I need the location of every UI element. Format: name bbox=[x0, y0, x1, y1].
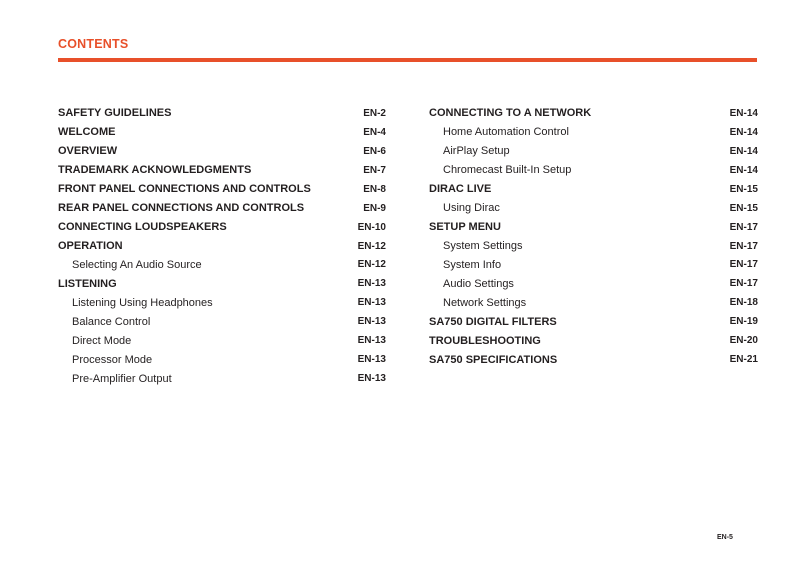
toc-entry-label: Pre-Amplifier Output bbox=[72, 372, 172, 385]
toc-subentry[interactable] bbox=[429, 161, 758, 180]
toc-entry-label: TROUBLESHOOTING bbox=[429, 334, 541, 347]
toc-entry[interactable] bbox=[429, 218, 758, 237]
toc-entry-label: Audio Settings bbox=[443, 277, 514, 290]
toc-entry-page: EN-15 bbox=[729, 202, 758, 214]
toc-entry-page: EN-13 bbox=[357, 278, 386, 290]
toc-entry-label: SA750 SPECIFICATIONS bbox=[429, 353, 558, 366]
toc-entry[interactable] bbox=[58, 123, 386, 142]
toc-subentry[interactable] bbox=[429, 142, 758, 161]
toc-entry-page: EN-14 bbox=[729, 164, 758, 176]
toc-entry-label: SAFETY GUIDELINES bbox=[58, 107, 172, 120]
toc-entry-label: Using Dirac bbox=[443, 202, 500, 215]
toc-entry-page: EN-2 bbox=[363, 107, 386, 119]
toc-entry[interactable] bbox=[429, 312, 758, 331]
toc-entry-page: EN-12 bbox=[357, 259, 386, 271]
toc-entry[interactable] bbox=[429, 350, 758, 369]
toc-entry-page: EN-6 bbox=[363, 145, 386, 157]
title-divider bbox=[58, 58, 757, 62]
toc-entry-label: AirPlay Setup bbox=[443, 145, 510, 158]
toc-entry-page: EN-13 bbox=[357, 354, 386, 366]
toc-entry-label: Processor Mode bbox=[72, 353, 153, 366]
toc-entry[interactable] bbox=[58, 104, 386, 123]
toc-entry-label: System Info bbox=[443, 258, 502, 271]
toc-subentry[interactable] bbox=[429, 256, 758, 275]
toc-entry[interactable] bbox=[429, 331, 758, 350]
toc-entry-page: EN-8 bbox=[363, 183, 386, 195]
toc-entry-label: Chromecast Built-In Setup bbox=[443, 164, 572, 177]
toc-entry-page: EN-13 bbox=[357, 297, 386, 309]
toc-entry-label: LISTENING bbox=[58, 277, 117, 290]
toc-entry-label: OPERATION bbox=[58, 240, 123, 253]
toc-entry-page: EN-13 bbox=[357, 316, 386, 328]
toc-entry-page: EN-13 bbox=[357, 335, 386, 347]
toc-entry-label: FRONT PANEL CONNECTIONS AND CONTROLS bbox=[58, 183, 311, 196]
toc-subentry[interactable] bbox=[58, 369, 386, 388]
toc-entry[interactable] bbox=[429, 104, 758, 123]
toc-entry-page: EN-14 bbox=[729, 145, 758, 157]
toc-entry-page: EN-7 bbox=[363, 164, 386, 176]
toc-entry[interactable] bbox=[58, 180, 386, 199]
toc-entry-label: REAR PANEL CONNECTIONS AND CONTROLS bbox=[58, 202, 305, 215]
toc-entry-page: EN-17 bbox=[729, 278, 758, 290]
toc-entry[interactable] bbox=[429, 180, 758, 199]
toc-subentry[interactable] bbox=[58, 256, 386, 275]
toc-subentry[interactable] bbox=[429, 199, 758, 218]
toc-entry-label: TRADEMARK ACKNOWLEDGMENTS bbox=[58, 164, 252, 177]
toc-entry-label: OVERVIEW bbox=[58, 145, 118, 158]
toc-entry-page: EN-10 bbox=[357, 221, 386, 233]
toc-right-column bbox=[429, 104, 758, 369]
toc-entry-page: EN-17 bbox=[729, 259, 758, 271]
toc-entry[interactable] bbox=[58, 237, 386, 256]
toc-subentry[interactable] bbox=[429, 123, 758, 142]
toc-entry-page: EN-17 bbox=[729, 240, 758, 252]
toc-subentry[interactable] bbox=[58, 331, 386, 350]
toc-entry-label: Network Settings bbox=[443, 296, 527, 309]
toc-entry[interactable] bbox=[58, 161, 386, 180]
toc-entry-label: CONNECTING TO A NETWORK bbox=[429, 107, 592, 120]
toc-entry-label: Direct Mode bbox=[72, 334, 132, 347]
toc-entry-page: EN-20 bbox=[729, 335, 758, 347]
toc-subentry[interactable] bbox=[58, 350, 386, 369]
toc-entry-page: EN-19 bbox=[729, 316, 758, 328]
toc-entry-page: EN-9 bbox=[363, 202, 386, 214]
page-number: EN-5 bbox=[717, 534, 733, 541]
toc-subentry[interactable] bbox=[58, 293, 386, 312]
toc-entry-page: EN-21 bbox=[729, 354, 758, 366]
toc-entry-page: EN-4 bbox=[363, 126, 386, 138]
toc-entry-label: WELCOME bbox=[58, 126, 116, 139]
toc-entry-page: EN-14 bbox=[729, 126, 758, 138]
toc-left-column bbox=[58, 104, 386, 388]
toc-entry-label: Listening Using Headphones bbox=[72, 296, 213, 309]
toc-entry-label: SETUP MENU bbox=[429, 221, 501, 234]
toc-entry-label: Balance Control bbox=[72, 315, 151, 328]
toc-entry-label: DIRAC LIVE bbox=[429, 183, 492, 196]
toc-entry-page: EN-14 bbox=[729, 107, 758, 119]
toc-entry[interactable] bbox=[58, 218, 386, 237]
toc-entry-page: EN-12 bbox=[357, 240, 386, 252]
toc-entry-label: SA750 DIGITAL FILTERS bbox=[429, 315, 557, 328]
toc-entry-label: CONNECTING LOUDSPEAKERS bbox=[58, 221, 227, 234]
toc-subentry[interactable] bbox=[429, 274, 758, 293]
toc-entry-label: Home Automation Control bbox=[443, 126, 569, 139]
toc-entry[interactable] bbox=[58, 274, 386, 293]
toc-entry-label: System Settings bbox=[443, 240, 523, 253]
toc-entry[interactable] bbox=[58, 199, 386, 218]
toc-entry-page: EN-15 bbox=[729, 183, 758, 195]
toc-entry-page: EN-17 bbox=[729, 221, 758, 233]
toc-entry[interactable] bbox=[58, 142, 386, 161]
toc-entry-page: EN-18 bbox=[729, 297, 758, 309]
page-title: CONTENTS bbox=[58, 37, 129, 51]
toc-entry-page: EN-13 bbox=[357, 373, 386, 385]
toc-subentry[interactable] bbox=[58, 312, 386, 331]
toc-subentry[interactable] bbox=[429, 237, 758, 256]
toc-entry-label: Selecting An Audio Source bbox=[72, 258, 202, 271]
toc-subentry[interactable] bbox=[429, 293, 758, 312]
